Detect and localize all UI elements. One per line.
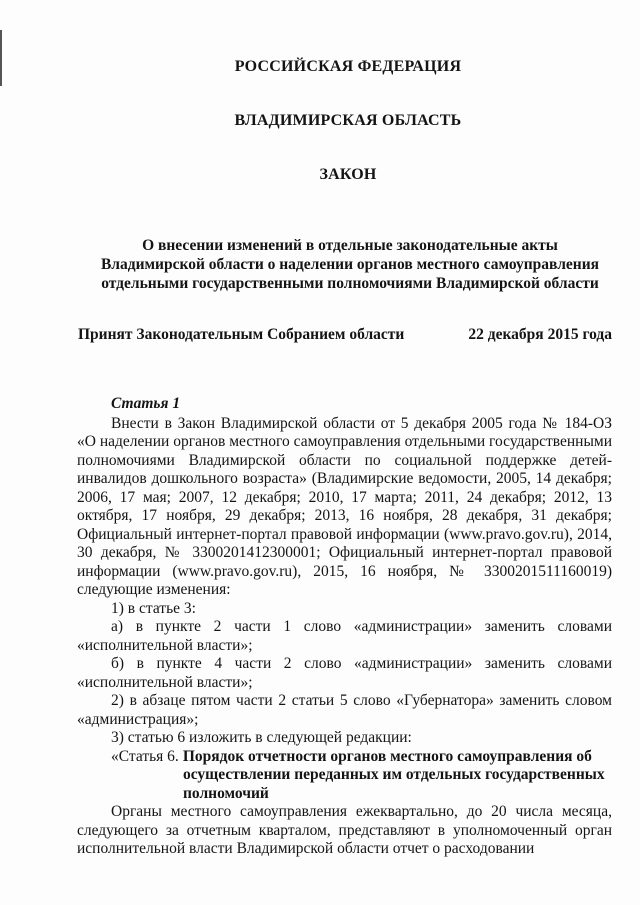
list-item: б) в пункте 4 части 2 слово «администрации» заменить словами «исполнительной власти»; — [77, 655, 612, 691]
list-item: 3) статью 6 изложить в следующей редакции: — [111, 729, 412, 746]
adoption-line — [78, 326, 612, 344]
adoption-date: 22 декабря 2015 года — [468, 326, 612, 343]
adopted-by: Принят Законодательным Собранием области — [78, 326, 405, 343]
article6-text: Органы местного самоуправления ежеквартально, до 20 числа месяца, следующего за отчетным кварталом, представляют в уполномоченный орган исполнительной власти Владимирской области отчет о расходовании — [77, 803, 612, 857]
header-region: ВЛАДИМИРСКАЯ ОБЛАСТЬ — [234, 112, 462, 129]
article6-heading — [77, 748, 612, 767]
article6-title-cont: полномочий — [183, 784, 269, 802]
article-intro: Внести в Закон Владимирской области от 5 декабря 2005 года № 184-ОЗ «О наделении органов местного самоуправления отдельными государственными полномочиями Владимирской области по социальной поддержке детей-инвалидов дошкольного возраста» (Владимирские ведомости, 2005, 14 декабря; 2006, 17 мая; 2007, 12 декабря; 2010, 17 марта; 2011, 24 декабря; 2012, 13 октября, 17 ноября, 29 декабря; 2013, 16 ноября, 28 декабря, 31 декабря; Официальный интернет-портал правовой информации (www.pravo.gov.ru), 2014, 30 декабря, № 3300201412300001; Официальный интернет-портал правовой информации (www.pravo.gov.ru), 2015, 16 ноября, № 3300201511160019) следующие изменения: — [77, 414, 612, 598]
article6-label: «Статья 6. — [111, 747, 179, 765]
article-body — [77, 395, 612, 859]
list-item: а) в пункте 2 части 1 слово «администрации» заменить словами «исполнительной власти»; — [77, 618, 612, 654]
list-item: 2) в абзаце пятом части 2 статьи 5 слово «Губернатора» заменить словом «администрация»; — [77, 692, 612, 728]
law-title — [70, 236, 630, 293]
article6-title: Порядок отчетности органов местного самоуправления об — [182, 747, 592, 765]
header-doc-type: ЗАКОН — [319, 166, 377, 183]
list-item: 1) в статье 3: — [111, 599, 196, 617]
law-title-line: Владимирской области о наделении органов местного самоуправления — [100, 256, 600, 273]
scan-edge-mark — [0, 30, 2, 86]
article-heading: Статья 1 — [111, 395, 181, 412]
law-title-line: отдельными государственными полномочиями Владимирской области — [101, 275, 599, 292]
law-title-line: О внесении изменений в отдельные законодательные акты — [142, 237, 558, 254]
article6-title-cont: осуществлении переданных им отдельных государственных — [183, 766, 605, 783]
header-country: РОССИЙСКАЯ ФЕДЕРАЦИЯ — [234, 58, 462, 75]
